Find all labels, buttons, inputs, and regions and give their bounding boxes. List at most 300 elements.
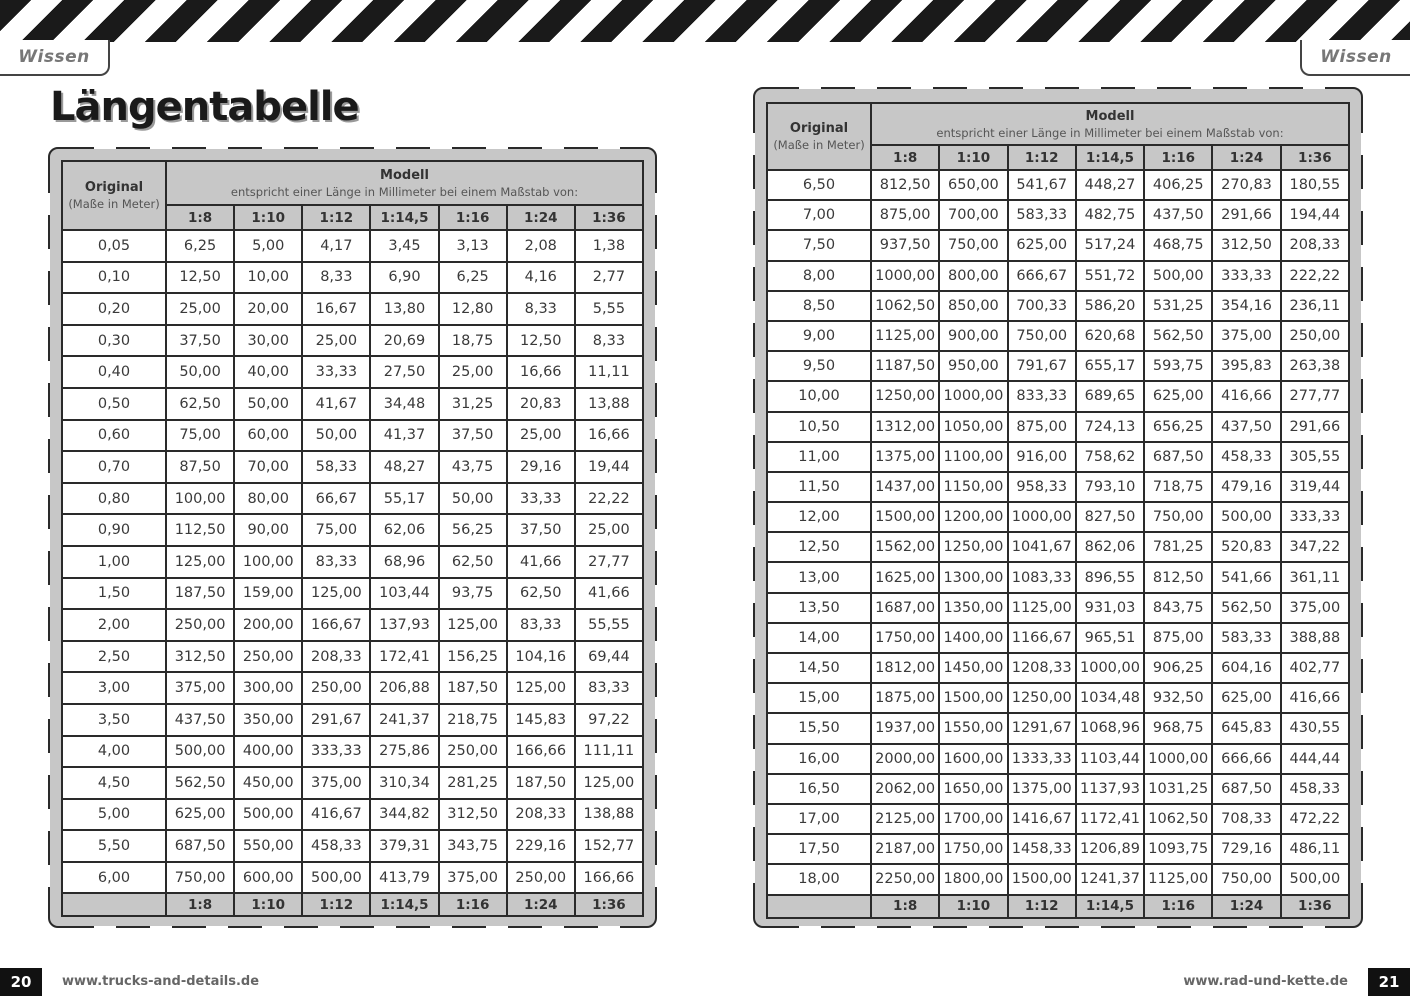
model-length-cell: 5,00 <box>234 230 302 262</box>
model-length-cell: 1000,00 <box>1008 502 1076 532</box>
model-length-cell: 55,55 <box>575 609 643 641</box>
scale-footer-row <box>767 895 1349 918</box>
model-length-cell: 83,33 <box>302 546 370 578</box>
model-length-cell: 62,50 <box>439 546 507 578</box>
original-length-cell: 6,00 <box>62 862 166 894</box>
model-length-cell: 250,00 <box>302 672 370 704</box>
original-length-cell: 5,50 <box>62 830 166 862</box>
model-length-cell: 16,66 <box>507 356 575 388</box>
table-row <box>767 412 1349 442</box>
model-length-cell: 395,83 <box>1212 351 1280 381</box>
model-length-cell: 56,25 <box>439 514 507 546</box>
model-length-cell: 444,44 <box>1281 744 1349 774</box>
original-length-cell: 4,00 <box>62 736 166 768</box>
original-length-cell: 15,50 <box>767 713 871 743</box>
model-length-cell: 166,67 <box>302 609 370 641</box>
model-length-cell: 347,22 <box>1281 532 1349 562</box>
table-row <box>767 804 1349 834</box>
table-body-right <box>767 170 1349 895</box>
model-length-cell: 4,16 <box>507 262 575 294</box>
model-length-cell: 500,00 <box>302 862 370 894</box>
model-length-cell: 656,25 <box>1144 412 1212 442</box>
model-length-cell: 430,55 <box>1281 713 1349 743</box>
model-length-cell: 875,00 <box>1144 623 1212 653</box>
model-length-cell: 458,33 <box>302 830 370 862</box>
table-row <box>767 442 1349 472</box>
model-length-cell: 1687,00 <box>871 593 939 623</box>
model-length-cell: 3,45 <box>370 230 438 262</box>
scale-footer: 1:24 <box>507 893 575 916</box>
table-body-left <box>62 230 643 893</box>
model-length-cell: 1208,33 <box>1008 653 1076 683</box>
model-length-cell: 416,67 <box>302 799 370 831</box>
model-length-cell: 1241,37 <box>1076 864 1144 894</box>
model-length-cell: 250,00 <box>507 862 575 894</box>
model-length-cell: 1,38 <box>575 230 643 262</box>
model-length-cell: 2,77 <box>575 262 643 294</box>
model-length-cell: 159,00 <box>234 578 302 610</box>
model-length-cell: 208,33 <box>1281 230 1349 260</box>
model-length-cell: 843,75 <box>1144 593 1212 623</box>
table-row <box>62 451 643 483</box>
model-length-cell: 500,00 <box>1281 864 1349 894</box>
original-length-cell: 12,50 <box>767 532 871 562</box>
scale-header: 1:24 <box>507 205 575 230</box>
model-length-cell: 90,00 <box>234 514 302 546</box>
original-length-cell: 4,50 <box>62 767 166 799</box>
model-length-cell: 625,00 <box>166 799 234 831</box>
model-length-cell: 724,13 <box>1076 412 1144 442</box>
footer-empty-cell <box>767 895 871 918</box>
model-length-cell: 263,38 <box>1281 351 1349 381</box>
model-length-cell: 152,77 <box>575 830 643 862</box>
model-length-cell: 25,00 <box>166 293 234 325</box>
table-row <box>767 170 1349 200</box>
model-length-cell: 206,88 <box>370 672 438 704</box>
table-row <box>62 672 643 704</box>
model-length-cell: 388,88 <box>1281 623 1349 653</box>
table-row <box>62 388 643 420</box>
section-label: Wissen <box>1320 47 1392 67</box>
model-length-cell: 3,13 <box>439 230 507 262</box>
model-length-cell: 37,50 <box>507 514 575 546</box>
model-length-cell: 1400,00 <box>939 623 1007 653</box>
original-length-cell: 9,50 <box>767 351 871 381</box>
model-length-cell: 583,33 <box>1008 200 1076 230</box>
model-length-cell: 194,44 <box>1281 200 1349 230</box>
model-length-cell: 1062,50 <box>871 291 939 321</box>
footer-empty-cell <box>62 893 166 916</box>
model-length-cell: 875,00 <box>1008 412 1076 442</box>
model-length-cell: 40,00 <box>234 356 302 388</box>
model-length-cell: 41,66 <box>575 578 643 610</box>
model-length-cell: 500,00 <box>1144 261 1212 291</box>
model-length-cell: 1000,00 <box>939 381 1007 411</box>
original-length-cell: 2,00 <box>62 609 166 641</box>
model-length-cell: 551,72 <box>1076 261 1144 291</box>
original-length-cell: 0,05 <box>62 230 166 262</box>
model-length-cell: 1350,00 <box>939 593 1007 623</box>
table-row <box>767 593 1349 623</box>
scale-footer: 1:36 <box>1281 895 1349 918</box>
model-length-cell: 833,33 <box>1008 381 1076 411</box>
model-length-cell: 517,24 <box>1076 230 1144 260</box>
scale-header: 1:14,5 <box>1076 145 1144 170</box>
original-length-cell: 6,50 <box>767 170 871 200</box>
scale-footer-row <box>62 893 643 916</box>
footer-url-right[interactable]: www.rad-und-kette.de <box>1183 974 1348 989</box>
model-length-cell: 6,90 <box>370 262 438 294</box>
model-length-cell: 1437,00 <box>871 472 939 502</box>
model-length-cell: 468,75 <box>1144 230 1212 260</box>
model-length-cell: 172,41 <box>370 641 438 673</box>
model-length-cell: 75,00 <box>302 514 370 546</box>
model-length-cell: 312,50 <box>166 641 234 673</box>
table-row <box>767 653 1349 683</box>
model-length-cell: 400,00 <box>234 736 302 768</box>
model-length-cell: 593,75 <box>1144 351 1212 381</box>
table-row <box>62 293 643 325</box>
model-length-cell: 1300,00 <box>939 562 1007 592</box>
scale-header: 1:14,5 <box>370 205 438 230</box>
model-length-cell: 68,96 <box>370 546 438 578</box>
model-length-cell: 29,16 <box>507 451 575 483</box>
model-length-cell: 48,27 <box>370 451 438 483</box>
model-length-cell: 93,75 <box>439 578 507 610</box>
model-length-cell: 1450,00 <box>939 653 1007 683</box>
model-length-cell: 1250,00 <box>871 381 939 411</box>
model-length-cell: 20,83 <box>507 388 575 420</box>
model-length-cell: 343,75 <box>439 830 507 862</box>
model-length-cell: 218,75 <box>439 704 507 736</box>
model-length-cell: 906,25 <box>1144 653 1212 683</box>
model-length-cell: 27,50 <box>370 356 438 388</box>
model-length-cell: 750,00 <box>939 230 1007 260</box>
table-row <box>62 514 643 546</box>
table-row <box>767 200 1349 230</box>
model-length-cell: 1125,00 <box>1008 593 1076 623</box>
original-length-cell: 10,00 <box>767 381 871 411</box>
model-length-cell: 687,50 <box>1144 442 1212 472</box>
model-length-cell: 1500,00 <box>939 683 1007 713</box>
model-length-cell: 666,66 <box>1212 744 1280 774</box>
original-length-cell: 1,00 <box>62 546 166 578</box>
model-length-cell: 781,25 <box>1144 532 1212 562</box>
original-length-cell: 12,00 <box>767 502 871 532</box>
table-row <box>62 420 643 452</box>
original-length-cell: 0,80 <box>62 483 166 515</box>
model-length-cell: 479,16 <box>1212 472 1280 502</box>
model-length-cell: 70,00 <box>234 451 302 483</box>
model-length-cell: 379,31 <box>370 830 438 862</box>
model-length-cell: 625,00 <box>1008 230 1076 260</box>
model-length-cell: 166,66 <box>575 862 643 894</box>
original-length-cell: 16,00 <box>767 744 871 774</box>
model-length-cell: 1500,00 <box>1008 864 1076 894</box>
model-length-cell: 8,33 <box>575 325 643 357</box>
model-length-cell: 791,67 <box>1008 351 1076 381</box>
model-length-cell: 50,00 <box>439 483 507 515</box>
table-row <box>62 767 643 799</box>
model-length-cell: 812,50 <box>871 170 939 200</box>
scale-header: 1:8 <box>166 205 234 230</box>
model-length-cell: 125,00 <box>507 672 575 704</box>
scale-footer: 1:14,5 <box>370 893 438 916</box>
model-length-cell: 145,83 <box>507 704 575 736</box>
model-length-cell: 125,00 <box>439 609 507 641</box>
model-length-cell: 300,00 <box>234 672 302 704</box>
model-length-cell: 550,00 <box>234 830 302 862</box>
scale-header: 1:24 <box>1212 145 1280 170</box>
model-length-cell: 708,33 <box>1212 804 1280 834</box>
model-length-cell: 1650,00 <box>939 774 1007 804</box>
model-length-cell: 875,00 <box>871 200 939 230</box>
model-length-cell: 850,00 <box>939 291 1007 321</box>
model-length-cell: 1458,33 <box>1008 834 1076 864</box>
model-length-cell: 250,00 <box>234 641 302 673</box>
original-length-cell: 8,50 <box>767 291 871 321</box>
model-length-cell: 1050,00 <box>939 412 1007 442</box>
model-length-cell: 812,50 <box>1144 562 1212 592</box>
original-length-cell: 15,00 <box>767 683 871 713</box>
model-length-cell: 34,48 <box>370 388 438 420</box>
original-length-cell: 3,50 <box>62 704 166 736</box>
model-length-cell: 862,06 <box>1076 532 1144 562</box>
model-length-cell: 187,50 <box>507 767 575 799</box>
original-length-cell: 0,90 <box>62 514 166 546</box>
table-row <box>62 736 643 768</box>
model-length-cell: 31,25 <box>439 388 507 420</box>
original-header: Original (Maße in Meter) <box>62 161 166 230</box>
original-length-cell: 5,00 <box>62 799 166 831</box>
table-row <box>767 351 1349 381</box>
table-row <box>767 291 1349 321</box>
model-length-cell: 958,33 <box>1008 472 1076 502</box>
model-length-cell: 291,67 <box>302 704 370 736</box>
table-row <box>767 562 1349 592</box>
model-length-cell: 6,25 <box>439 262 507 294</box>
model-length-cell: 800,00 <box>939 261 1007 291</box>
table-row <box>767 381 1349 411</box>
original-length-cell: 0,30 <box>62 325 166 357</box>
model-length-cell: 281,25 <box>439 767 507 799</box>
model-length-cell: 33,33 <box>302 356 370 388</box>
model-length-cell: 472,22 <box>1281 804 1349 834</box>
model-length-cell: 1206,89 <box>1076 834 1144 864</box>
model-length-cell: 236,11 <box>1281 291 1349 321</box>
model-length-cell: 931,03 <box>1076 593 1144 623</box>
original-length-cell: 7,00 <box>767 200 871 230</box>
model-length-cell: 448,27 <box>1076 170 1144 200</box>
model-length-cell: 718,75 <box>1144 472 1212 502</box>
model-length-cell: 1031,25 <box>1144 774 1212 804</box>
table-row <box>62 704 643 736</box>
table-row <box>62 483 643 515</box>
length-table-left <box>61 160 644 917</box>
model-length-cell: 41,67 <box>302 388 370 420</box>
scale-header: 1:36 <box>1281 145 1349 170</box>
model-length-cell: 310,34 <box>370 767 438 799</box>
model-length-cell: 1750,00 <box>871 623 939 653</box>
original-length-cell: 2,50 <box>62 641 166 673</box>
table-row <box>62 830 643 862</box>
model-length-cell: 375,00 <box>1281 593 1349 623</box>
model-length-cell: 2000,00 <box>871 744 939 774</box>
original-length-cell: 10,50 <box>767 412 871 442</box>
model-length-cell: 1812,00 <box>871 653 939 683</box>
model-length-cell: 2062,00 <box>871 774 939 804</box>
model-length-cell: 291,66 <box>1212 200 1280 230</box>
table-row <box>62 230 643 262</box>
scale-footer: 1:16 <box>439 893 507 916</box>
model-length-cell: 625,00 <box>1212 683 1280 713</box>
model-length-cell: 250,00 <box>1281 321 1349 351</box>
model-length-cell: 250,00 <box>439 736 507 768</box>
model-length-cell: 450,00 <box>234 767 302 799</box>
model-length-cell: 645,83 <box>1212 713 1280 743</box>
model-length-cell: 1000,00 <box>871 261 939 291</box>
model-length-cell: 43,75 <box>439 451 507 483</box>
model-length-cell: 1093,75 <box>1144 834 1212 864</box>
table-row <box>62 862 643 894</box>
model-length-cell: 270,83 <box>1212 170 1280 200</box>
model-length-cell: 333,33 <box>302 736 370 768</box>
model-length-cell: 375,00 <box>166 672 234 704</box>
model-length-cell: 1937,00 <box>871 713 939 743</box>
model-length-cell: 1041,67 <box>1008 532 1076 562</box>
model-length-cell: 900,00 <box>939 321 1007 351</box>
model-length-cell: 655,17 <box>1076 351 1144 381</box>
model-length-cell: 16,67 <box>302 293 370 325</box>
model-length-cell: 604,16 <box>1212 653 1280 683</box>
table-row <box>767 744 1349 774</box>
model-length-cell: 500,00 <box>234 799 302 831</box>
scale-header: 1:16 <box>439 205 507 230</box>
model-length-cell: 20,00 <box>234 293 302 325</box>
model-length-cell: 750,00 <box>1212 864 1280 894</box>
model-length-cell: 793,10 <box>1076 472 1144 502</box>
model-length-cell: 1625,00 <box>871 562 939 592</box>
original-length-cell: 0,70 <box>62 451 166 483</box>
model-length-cell: 2,08 <box>507 230 575 262</box>
model-length-cell: 19,44 <box>575 451 643 483</box>
model-length-cell: 4,17 <box>302 230 370 262</box>
model-length-cell: 319,44 <box>1281 472 1349 502</box>
table-row <box>767 502 1349 532</box>
model-length-cell: 8,33 <box>507 293 575 325</box>
model-length-cell: 156,25 <box>439 641 507 673</box>
section-label: Wissen <box>18 47 90 67</box>
model-length-cell: 700,00 <box>939 200 1007 230</box>
model-length-cell: 916,00 <box>1008 442 1076 472</box>
model-length-cell: 41,66 <box>507 546 575 578</box>
model-length-cell: 1000,00 <box>1076 653 1144 683</box>
footer-url-left[interactable]: www.trucks-and-details.de <box>62 974 260 989</box>
model-length-cell: 1250,00 <box>1008 683 1076 713</box>
model-length-cell: 241,37 <box>370 704 438 736</box>
model-length-cell: 541,67 <box>1008 170 1076 200</box>
model-length-cell: 458,33 <box>1281 774 1349 804</box>
model-length-cell: 125,00 <box>302 578 370 610</box>
table-row <box>62 262 643 294</box>
scale-footer: 1:12 <box>1008 895 1076 918</box>
table-row <box>767 713 1349 743</box>
model-length-cell: 187,50 <box>439 672 507 704</box>
model-length-cell: 200,00 <box>234 609 302 641</box>
model-length-cell: 83,33 <box>575 672 643 704</box>
model-length-cell: 437,50 <box>1144 200 1212 230</box>
model-length-cell: 650,00 <box>939 170 1007 200</box>
original-length-cell: 0,10 <box>62 262 166 294</box>
scale-header: 1:10 <box>234 205 302 230</box>
model-length-cell: 586,20 <box>1076 291 1144 321</box>
model-length-cell: 896,55 <box>1076 562 1144 592</box>
original-length-cell: 13,50 <box>767 593 871 623</box>
model-length-cell: 1550,00 <box>939 713 1007 743</box>
model-length-cell: 1150,00 <box>939 472 1007 502</box>
model-length-cell: 541,66 <box>1212 562 1280 592</box>
scale-footer: 1:12 <box>302 893 370 916</box>
model-length-cell: 965,51 <box>1076 623 1144 653</box>
model-length-cell: 50,00 <box>302 420 370 452</box>
table-row <box>767 261 1349 291</box>
model-length-cell: 562,50 <box>1144 321 1212 351</box>
model-length-cell: 66,67 <box>302 483 370 515</box>
original-length-cell: 9,00 <box>767 321 871 351</box>
model-length-cell: 1291,67 <box>1008 713 1076 743</box>
model-length-cell: 2125,00 <box>871 804 939 834</box>
model-length-cell: 1100,00 <box>939 442 1007 472</box>
model-length-cell: 187,50 <box>166 578 234 610</box>
model-length-cell: 416,66 <box>1212 381 1280 411</box>
original-length-cell: 17,50 <box>767 834 871 864</box>
model-length-cell: 729,16 <box>1212 834 1280 864</box>
original-length-cell: 14,50 <box>767 653 871 683</box>
model-length-cell: 55,17 <box>370 483 438 515</box>
model-length-cell: 666,67 <box>1008 261 1076 291</box>
model-length-cell: 27,77 <box>575 546 643 578</box>
model-length-cell: 312,50 <box>439 799 507 831</box>
model-length-cell: 305,55 <box>1281 442 1349 472</box>
table-row <box>62 546 643 578</box>
model-length-cell: 104,16 <box>507 641 575 673</box>
model-length-cell: 1187,50 <box>871 351 939 381</box>
original-length-cell: 11,00 <box>767 442 871 472</box>
model-length-cell: 69,44 <box>575 641 643 673</box>
model-length-cell: 500,00 <box>166 736 234 768</box>
model-length-cell: 208,33 <box>507 799 575 831</box>
model-length-cell: 125,00 <box>166 546 234 578</box>
model-length-cell: 750,00 <box>166 862 234 894</box>
model-length-cell: 83,33 <box>507 609 575 641</box>
model-length-cell: 531,25 <box>1144 291 1212 321</box>
model-length-cell: 520,83 <box>1212 532 1280 562</box>
model-length-cell: 1312,00 <box>871 412 939 442</box>
table-row <box>767 864 1349 894</box>
model-length-cell: 58,33 <box>302 451 370 483</box>
model-length-cell: 291,66 <box>1281 412 1349 442</box>
model-length-cell: 350,00 <box>234 704 302 736</box>
model-length-cell: 402,77 <box>1281 653 1349 683</box>
table-row <box>62 578 643 610</box>
model-length-cell: 375,00 <box>439 862 507 894</box>
model-length-cell: 482,75 <box>1076 200 1144 230</box>
table-row <box>767 472 1349 502</box>
original-length-cell: 7,50 <box>767 230 871 260</box>
model-length-cell: 416,66 <box>1281 683 1349 713</box>
model-length-cell: 700,33 <box>1008 291 1076 321</box>
model-length-cell: 275,86 <box>370 736 438 768</box>
